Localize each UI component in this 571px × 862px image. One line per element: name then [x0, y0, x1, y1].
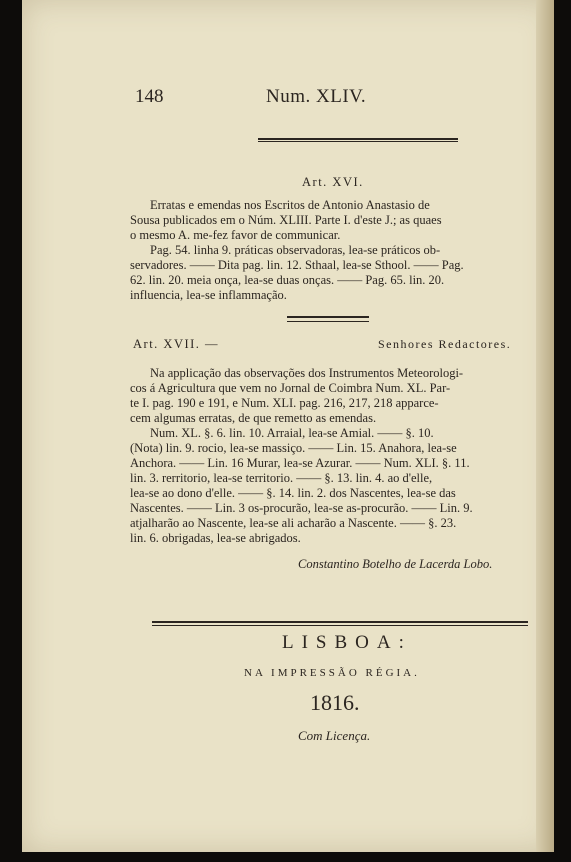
imprint-city: LISBOA: — [282, 632, 412, 653]
article-17-line: Nascentes. —— Lin. 3 os-procurão, lea-se as-procurão. —— Lin. 9. — [130, 501, 473, 515]
article-16-line: 62. lin. 20. meia onça, lea-se duas onças. —— Pag. 65. lin. 20. — [130, 273, 445, 287]
article-16-line: Pag. 54. linha 9. práticas observadoras, lea-se práticos ob- — [150, 243, 441, 257]
article-17-line: te I. pag. 190 e 191, e Num. XLI. pag. 216, 217, 218 apparce- — [130, 396, 439, 410]
article-16-line: Erratas e emendas nos Escritos de Antonio Anastasio de — [150, 198, 430, 212]
running-head: Num. XLIV. — [266, 86, 367, 107]
article-17-line: Num. XL. §. 6. lin. 10. Arraial, lea-se Amial. —— §. 10. — [150, 426, 434, 440]
imprint-rule-thin — [152, 625, 528, 626]
article-17-line: Anchora. —— Lin. 16 Murar, lea-se Azurar. —— Num. XLI. §. 11. — [130, 456, 470, 470]
article-17-line: lin. 6. obrigadas, lea-se abrigados. — [130, 531, 301, 545]
section-rule-thin — [287, 321, 369, 322]
article-17-heading: Art. XVII. — — [133, 337, 220, 351]
article-17-line: (Nota) lin. 9. rocio, lea-se massiço. —— Lin. 15. Anahora, lea-se — [130, 441, 457, 455]
article-17-line: atjalharão ao Nascente, lea-se ali acharão a Nascente. —— §. 23. — [130, 516, 457, 530]
article-16-line: o mesmo A. me-fez favor de communicar. — [130, 228, 341, 242]
imprint-licence: Com Licença. — [298, 728, 371, 743]
imprint-press: NA IMPRESSÃO RÉGIA. — [244, 667, 420, 679]
section-rule — [287, 316, 369, 318]
article-17-line: cem algumas erratas, de que remetto as emendas. — [130, 411, 377, 425]
article-17-line: lin. 3. rerritorio, lea-se territorio. —— §. 13. lin. 4. ao d'elle, — [130, 471, 433, 485]
header-rule-thin — [258, 141, 458, 142]
article-16-line: Sousa publicados em o Núm. XLIII. Parte I. d'este J.; as quaes — [130, 213, 442, 227]
imprint-year: 1816. — [310, 690, 360, 715]
page-gutter-shadow — [536, 0, 554, 852]
article-17-line: cos á Agricultura que vem no Jornal de Coimbra Num. XL. Par- — [130, 381, 451, 395]
header-rule — [258, 138, 458, 140]
page-number: 148 — [135, 86, 164, 107]
article-16-heading: Art. XVI. — [302, 175, 364, 189]
article-17-line: lea-se ao dono d'elle. —— §. 14. lin. 2. dos Nascentes, lea-se das — [130, 486, 456, 500]
signature: Constantino Botelho de Lacerda Lobo. — [298, 557, 493, 571]
article-16-line: influencia, lea-se inflammação. — [130, 288, 287, 302]
article-17-salutation: Senhores Redactores. — [378, 337, 512, 351]
imprint-rule — [152, 621, 528, 623]
article-16-line: servadores. —— Dita pag. lin. 12. Sthaal, lea-se Sthool. —— Pag. — [130, 258, 464, 272]
article-17-line: Na applicação das observações dos Instrumentos Meteorologi- — [150, 366, 464, 380]
